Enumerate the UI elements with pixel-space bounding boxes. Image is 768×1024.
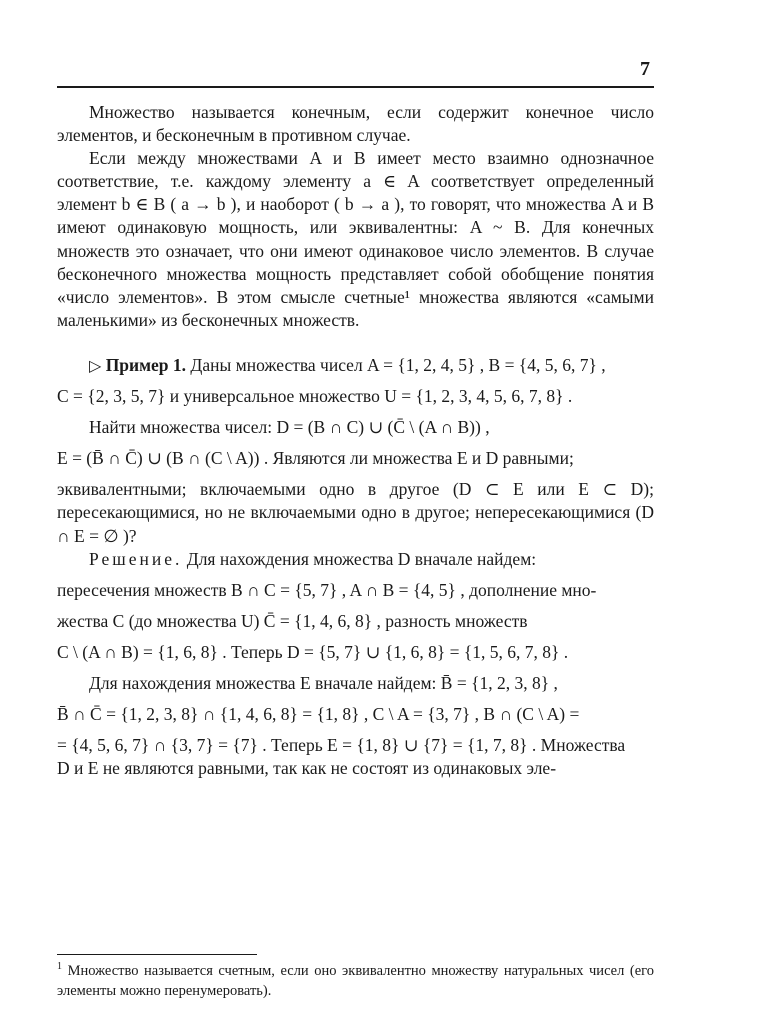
e-line-3: = {4, 5, 6, 7} ∩ {3, 7} = {7} . Теперь E = {1, 8} ∪ {7} = {1, 7, 8} . Множества (57, 735, 626, 756)
example-given-sets: Даны множества чисел A = {1, 2, 4, 5} , B = {4, 5, 6, 7} , (190, 354, 606, 375)
example-line-2: C = {2, 3, 5, 7} и универсальное множество U = {1, 2, 3, 4, 5, 6, 7, 8} . (57, 386, 573, 407)
solution-line-3: жества C (до множества U) C̄ = {1, 4, 6, 8} , разность множеств (57, 610, 528, 631)
e-line-2: B̄ ∩ C̄ = {1, 2, 3, 8} ∩ {1, 4, 6, 8} = {1, 8} , C \ A = {3, 7} , B ∩ (C \ A) = (57, 704, 580, 725)
solution-line-1 (57, 548, 654, 571)
solution-line-4: C \ (A ∩ B) = {1, 6, 8} . Теперь D = {5, 7} ∪ {1, 6, 8} = {1, 5, 6, 7, 8} . (57, 641, 569, 662)
solution-line-2: пересечения множеств B ∩ C = {5, 7} , A ∩ B = {4, 5} , дополнение мно- (57, 579, 597, 600)
task-line-1: Найти множества чисел: D = (B ∩ C) ∪ (C̄ \ (A ∩ B)) , (89, 417, 490, 438)
e-line-4: D и E не являются равными, так как не состоят из одинаковых эле- (57, 758, 557, 779)
example-line-1 (57, 354, 654, 377)
header-rule (57, 86, 654, 88)
page-number: 7 (640, 58, 650, 80)
footnote-text: Множество называется счетным, если оно эквивалентно множеству натуральных чисел (его элементы можно перенумеровать). (57, 963, 655, 999)
solution-label: Решение. (89, 548, 183, 569)
footnote-mark: 1 (57, 961, 62, 973)
task-line-3: эквивалентными; включаемыми одно в другое (D ⊂ E или E ⊂ D); пересекающимися, но не включаемыми одно в другое; непересекающимися (D ∩ E = ∅ )? (57, 479, 654, 546)
paragraph-finite-sets: Множество называется конечным, если содержит конечное число элементов, и бесконечным в противном случае. (57, 102, 654, 146)
footnote (57, 962, 654, 1001)
e-line-1: Для нахождения множества E вначале найдем: B̄ = {1, 2, 3, 8} , (89, 672, 558, 693)
footnote-rule (57, 954, 257, 955)
task-line-2: E = (B̄ ∩ C̄) ∪ (B ∩ (C \ A)) . Являются ли множества E и D равными; (57, 448, 574, 469)
solution-intro: Для нахождения множества D вначале найдем: (186, 548, 537, 569)
example-label: Пример 1. (105, 354, 187, 375)
body-text (57, 101, 654, 780)
triangle-icon: ▷ (89, 357, 102, 375)
paragraph-cardinality: Если между множествами A и B имеет место взаимно однозначное соответствие, т.е. каждому элементу a ∈ A соответствует определенный элемент b ∈ B ( a → b ), и наоборот ( b → a ), то говорят, что множества A и B имеют одинаковую мощность, или эквивалентны: A ~ B. Для конечных множеств это означает, что они имеют одинаковое число элементов. В случае бесконечного множества мощность представляет собой обобщение понятия «число элементов». В этом смысле счетные¹ множества являются «самыми маленькими» из бесконечных множеств. (57, 148, 654, 330)
